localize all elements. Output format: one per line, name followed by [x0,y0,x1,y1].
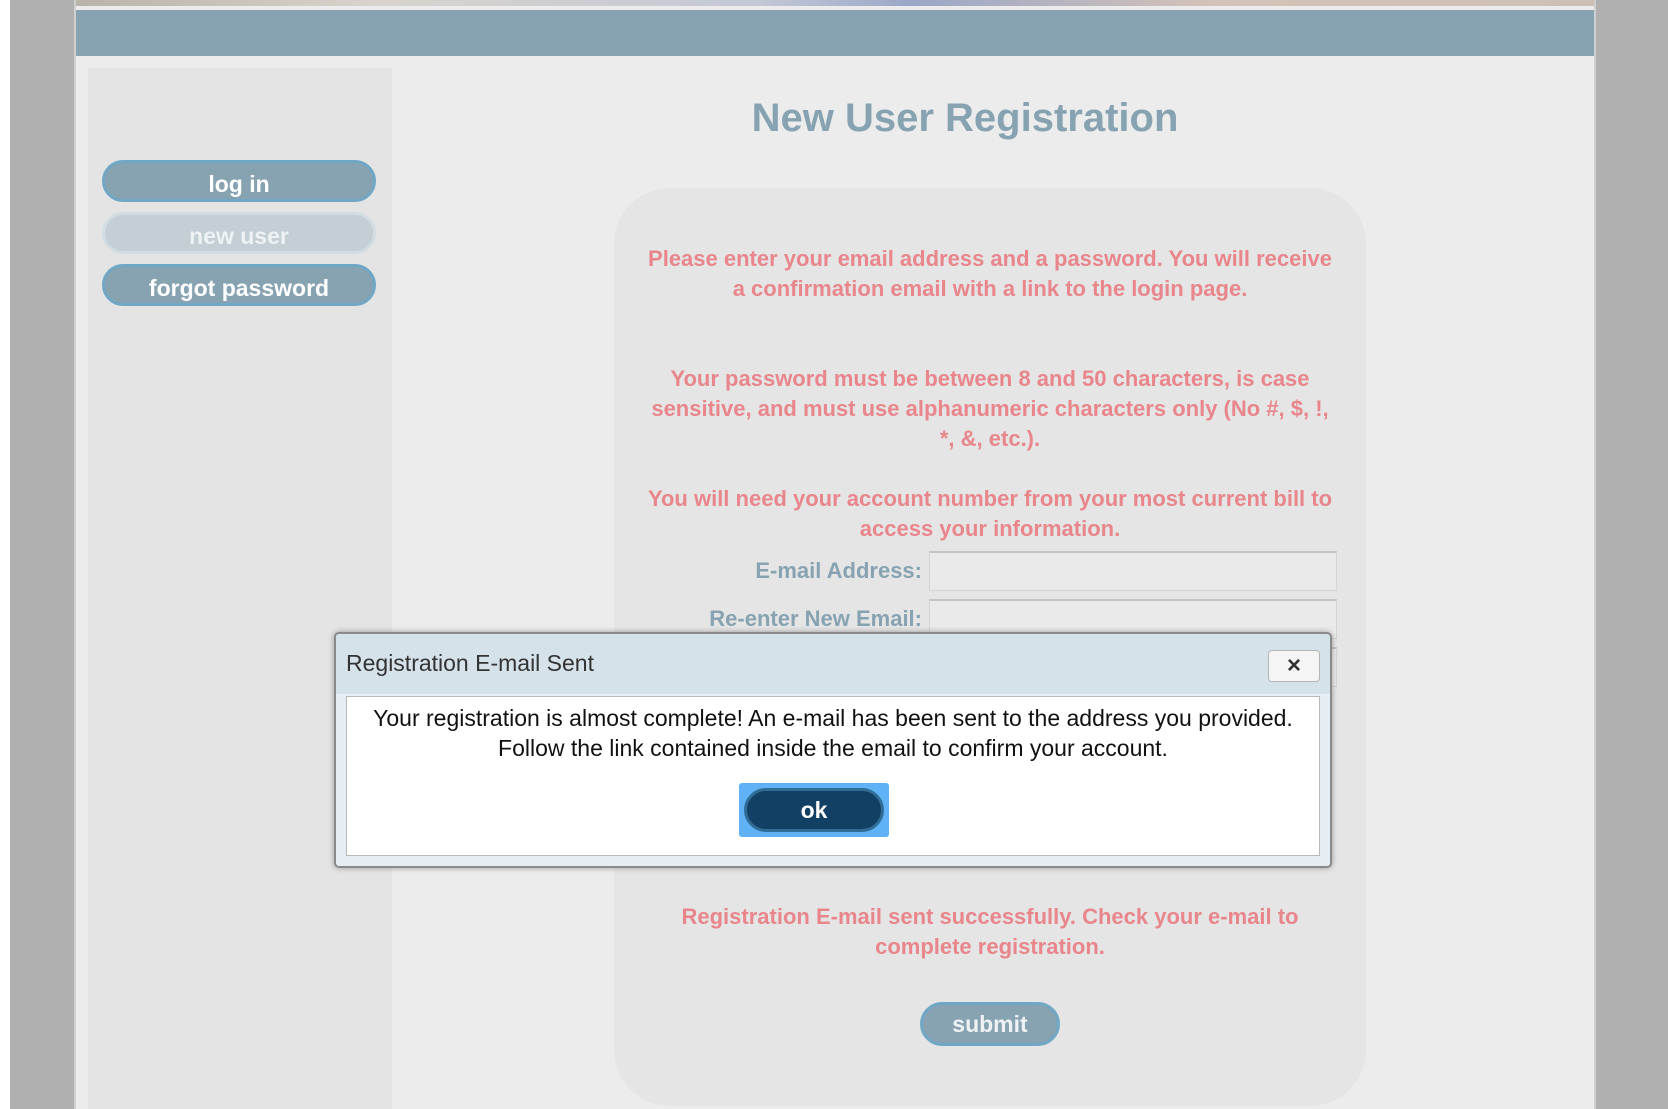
dialog-message-line-1: Your registration is almost complete! An e-mail has been sent to the address you provided. [373,705,1293,731]
dialog-message-line-2: Follow the link contained inside the email to confirm your account. [498,735,1168,761]
forgot-password-button[interactable]: forgot password [102,264,376,306]
login-button[interactable]: log in [102,160,376,202]
email-field[interactable] [929,551,1337,591]
registration-sent-dialog [334,632,1332,868]
page-container [74,0,1596,1109]
close-icon[interactable]: × [1268,650,1320,682]
email-label: E-mail Address: [755,558,922,583]
sidebar [88,68,392,1109]
reenter-email-label: Re-enter New Email: [709,606,922,631]
page-title: New User Registration [751,96,1179,140]
dialog-message [347,703,1319,763]
instructions-email: Please enter your email address and a password. You will receive a confirmation email with a link to the login page. [648,246,1332,301]
success-message: Registration E-mail sent successfully. Check your e-mail to complete registration. [681,904,1299,959]
banner-image [76,0,1594,6]
new-user-button[interactable]: new user [102,212,376,254]
instructions-account: You will need your account number from your most current bill to access your information. [647,486,1333,541]
instructions-password: Your password must be between 8 and 50 characters, is case sensitive, and must use alphanumeric characters only (No #, $, !, *, &, etc.). [651,366,1329,451]
header-bar [76,10,1594,56]
dialog-content [346,696,1320,856]
dialog-title: Registration E-mail Sent [346,650,594,676]
ok-focus-ring [739,783,889,837]
left-gutter [0,0,10,1109]
submit-button[interactable]: submit [920,1002,1060,1046]
dialog-titlebar[interactable] [336,634,1330,694]
ok-button[interactable]: ok [744,788,884,832]
